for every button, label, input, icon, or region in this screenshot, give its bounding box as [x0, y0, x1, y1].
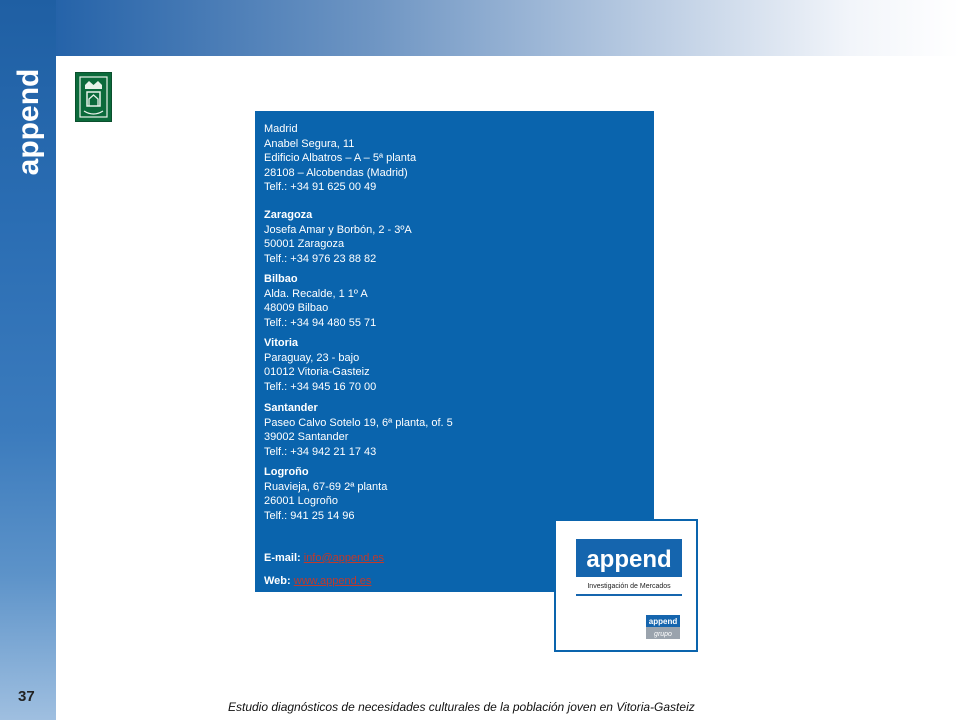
- badge-bottom-text: grupo: [654, 631, 672, 638]
- office-line: Paseo Calvo Sotelo 19, 6ª planta, of. 5: [264, 416, 453, 429]
- append-logo-banner: [576, 539, 682, 577]
- office-line: Josefa Amar y Borbón, 2 - 3ºA: [264, 223, 412, 236]
- office-city: Madrid: [264, 123, 298, 135]
- office-line: Edificio Albatros – A – 5ª planta: [264, 152, 417, 165]
- office-line: 01012 Vitoria-Gasteiz: [264, 366, 370, 379]
- office-city: Santander: [264, 402, 318, 414]
- office-city: Vitoria: [264, 337, 299, 349]
- card-divider: [576, 594, 682, 596]
- office-phone: Telf.: +34 91 625 00 49: [264, 181, 377, 194]
- card-logo-text: append: [586, 546, 672, 573]
- office-line: Anabel Segura, 11: [264, 137, 355, 150]
- office-block-vitoria: [264, 336, 376, 394]
- append-vertical-logo: [4, 66, 52, 186]
- email-label: E-mail:: [264, 552, 301, 564]
- office-line: 39002 Santander: [264, 431, 349, 444]
- office-phone: Telf.: 941 25 14 96: [264, 509, 355, 522]
- office-city: Bilbao: [264, 273, 298, 285]
- office-line: 50001 Zaragoza: [264, 238, 345, 251]
- city-crest-icon: [75, 72, 112, 122]
- footer-title: Estudio diagnósticos de necesidades culturales de la población joven en Vitoria-Gasteiz: [228, 700, 695, 714]
- office-line: 48009 Bilbao: [264, 302, 329, 315]
- office-city: Zaragoza: [264, 209, 313, 221]
- office-block-zaragoza: [264, 208, 412, 266]
- office-block-bilbao: [264, 272, 376, 330]
- card-subtitle: Investigación de Mercados: [587, 583, 671, 590]
- office-line: 28108 – Alcobendas (Madrid): [264, 166, 408, 179]
- office-block-logrono: [264, 465, 387, 523]
- append-logo-card: [554, 519, 698, 652]
- web-link[interactable]: www.append.es: [293, 575, 372, 587]
- office-line: Paraguay, 23 - bajo: [264, 351, 360, 364]
- office-line: 26001 Logroño: [264, 495, 339, 508]
- office-line: Alda. Recalde, 1 1º A: [264, 287, 368, 300]
- page-number: 37: [18, 688, 35, 705]
- badge-top-text: append: [648, 617, 678, 626]
- side-logo-text: append: [12, 68, 45, 176]
- email-link[interactable]: info@append.es: [303, 552, 385, 564]
- office-phone: Telf.: +34 94 480 55 71: [264, 316, 377, 329]
- web-label: Web:: [264, 575, 291, 587]
- office-city: Logroño: [264, 466, 309, 478]
- office-line: Ruavieja, 67-69 2ª planta: [264, 480, 388, 493]
- office-block-madrid: [264, 122, 416, 195]
- office-block-santander: [264, 401, 453, 459]
- email-row: [264, 551, 384, 566]
- office-phone: Telf.: +34 976 23 88 82: [264, 252, 377, 265]
- office-phone: Telf.: +34 942 21 17 43: [264, 445, 377, 458]
- append-grupo-badge: [646, 615, 680, 639]
- office-phone: Telf.: +34 945 16 70 00: [264, 380, 377, 393]
- web-row: [264, 574, 371, 589]
- top-gradient-band: [56, 0, 960, 56]
